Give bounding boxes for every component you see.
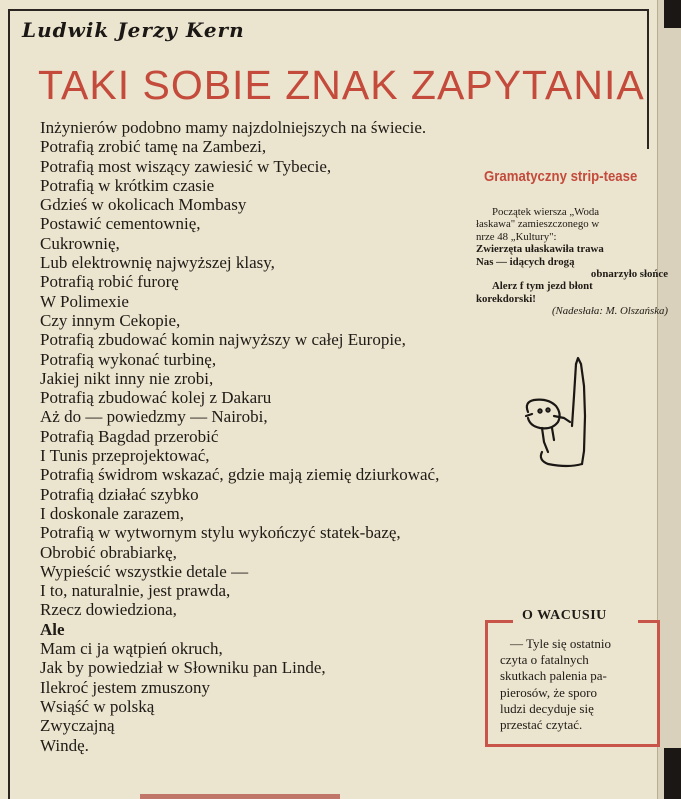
poem-line: Windę. (40, 735, 89, 755)
poem-line: Potrafią w wytwornym stylu wykończyć statek-bazę, (40, 523, 401, 543)
strip-tease-title: Gramatyczny strip-tease (484, 168, 638, 185)
poem-line: Potrafią robić furorę (40, 272, 179, 292)
wacusiu-line: skutkach palenia pa- (500, 668, 607, 684)
poem-line: Potrafią wykonać turbinę, (40, 349, 217, 369)
wacusiu-title: O WACUSIU (522, 608, 607, 623)
wacusiu-line: czyta o fatalnych (500, 652, 589, 668)
bottom-red-rule (140, 794, 340, 799)
strip-tease-signature: (Nadesłała: M. Olszańska) (551, 305, 668, 318)
frame-right-rule (647, 9, 649, 149)
poem-line: Inżynierów podobno mamy najzdolniejszych na świecie. (40, 118, 427, 137)
wacusiu-line: ludzi decyduje się (500, 700, 594, 716)
cartoon-figure-illustration (518, 356, 598, 472)
strip-tease-line: korekdorski! (476, 292, 536, 305)
strip-tease-line: obnarzyło słońce (590, 268, 668, 281)
poem-line: Jak by powiedział w Słowniku pan Linde, (40, 658, 326, 678)
article-author: Ludwik Jerzy Kern (22, 18, 245, 42)
poem-line: W Polimexie (40, 291, 129, 311)
adjacent-column-edge (657, 0, 681, 799)
poem-line: Potrafią Bagdad przerobić (40, 426, 219, 446)
poem-line: Ale (40, 619, 65, 639)
poem-line: Potrafią zrobić tamę na Zambezi, (40, 137, 267, 157)
poem-line: Lub elektrownię najwyższej klasy, (40, 253, 275, 273)
poem-line: Obrobić obrabiarkę, (40, 542, 177, 562)
poem-line: Potrafią w krótkim czasie (40, 175, 215, 195)
poem-line: Mam ci ja wątpień okruch, (40, 639, 223, 659)
wacusiu-box-rule (638, 620, 657, 623)
article-title: TAKI SOBIE ZNAK ZAPYTANIA (38, 62, 645, 108)
strip-tease-text (476, 206, 668, 318)
dark-block-top (664, 0, 681, 28)
frame-top-rule (8, 9, 648, 11)
strip-tease-line: Alerz f tym jezd błont (492, 280, 593, 293)
strip-tease-line: łaskawa" zamieszczonego w (476, 218, 600, 231)
poem-line: Jakiej nikt inny nie zrobi, (40, 368, 214, 388)
frame-left-rule (8, 9, 10, 799)
dark-block-bottom (664, 748, 681, 799)
wacusiu-line: pierosów, że sporo (500, 684, 597, 700)
poem-line: Potrafią świdrom wskazać, gdzie mają ziemię dziurkować, (40, 465, 440, 485)
poem-line: Potrafią zbudować komin najwyższy w całej Europie, (40, 330, 406, 350)
poem-line: Cukrownię, (40, 233, 120, 253)
strip-tease-line: nrze 48 „Kultury": (476, 230, 557, 243)
poem-line: Zwyczajną (40, 716, 115, 736)
poem-line: Wsiąść w polską (40, 696, 155, 716)
poem-line: Ilekroć jestem zmuszony (40, 677, 210, 697)
wacusiu-text (500, 636, 642, 733)
poem-line: Potrafią działać szybko (40, 484, 199, 504)
poem-line: Potrafią zbudować kolej z Dakaru (40, 388, 272, 408)
strip-tease-line: Początek wiersza „Woda (492, 206, 600, 218)
wacusiu-box-rule (485, 620, 513, 623)
poem-line: Gdzieś w okolicach Mombasy (40, 195, 247, 215)
wacusiu-line: przestać czytać. (500, 717, 583, 733)
poem-body (40, 118, 439, 755)
poem-line: I to, naturalnie, jest prawda, (40, 581, 231, 601)
poem-line: Potrafią most wiszący zawiesić w Tybecie, (40, 156, 332, 176)
poem-line: Postawić cementownię, (40, 214, 201, 234)
wacusiu-line: — Tyle się ostatnio (510, 636, 612, 651)
poem-line: Rzecz dowiedziona, (40, 600, 177, 620)
poem-line: Wypieścić wszystkie detale — (40, 561, 249, 581)
poem-line: I Tunis przeprojektować, (40, 446, 210, 466)
poem-line: Czy innym Cekopie, (40, 310, 181, 330)
poem-line: Aż do — powiedzmy — Nairobi, (40, 407, 268, 427)
strip-tease-line: Nas — idących drogą (476, 255, 575, 268)
poem-line: I doskonale zarazem, (40, 503, 184, 523)
strip-tease-line: Zwierzęta ułaskawiła trawa (476, 243, 604, 256)
